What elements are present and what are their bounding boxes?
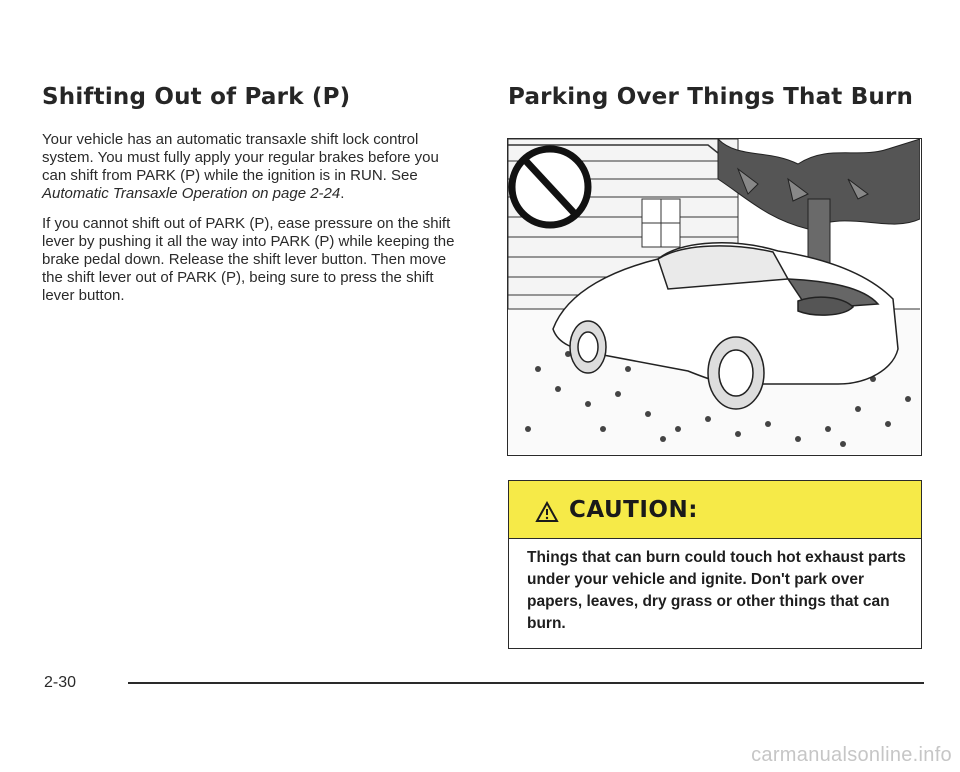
left-column xyxy=(42,84,462,317)
illustration-car-on-leaves xyxy=(507,138,922,456)
paragraph-shift-lock: Your vehicle has an automatic transaxle shift lock control system. You must fully apply your regular brakes before you can shift from PARK (P) while the ignition is in RUN. See Automatic Transaxle Operation on page 2-24. xyxy=(42,131,439,202)
section-heading-parking-over-things: Parking Over Things That Burn xyxy=(508,84,914,110)
warning-triangle-icon xyxy=(535,501,559,528)
page-number: 2-30 xyxy=(44,674,77,691)
caution-text: Things that can burn could touch hot exhaust parts under your vehicle and ignite. Don't park over papers, leaves, dry grass or other things that can burn. xyxy=(527,549,906,632)
paragraph-shift-lock-text: Your vehicle has an automatic transaxle shift lock control system. You must fully apply your regular brakes before you can shift from PARK (P) while the ignition is in RUN. See xyxy=(42,131,439,184)
no-symbol-icon xyxy=(512,149,588,225)
footer-rule xyxy=(128,682,924,684)
section-heading-shifting-out-of-park: Shifting Out of Park (P) xyxy=(42,84,351,110)
caution-header xyxy=(509,481,921,539)
caution-label: CAUTION: xyxy=(569,497,698,523)
caution-box xyxy=(508,480,922,649)
paragraph-cannot-shift: If you cannot shift out of PARK (P), ease pressure on the shift lever by pushing it all the way into PARK (P) while keeping the brake pedal down. Release the shift lever button. Then move the shift lever out of PARK (P), being sure to press the shift lever button. xyxy=(42,215,455,304)
cross-reference-link[interactable]: Automatic Transaxle Operation on page 2-24 xyxy=(42,185,341,202)
watermark: carmanualsonline.info xyxy=(751,744,952,766)
right-column xyxy=(508,84,924,110)
